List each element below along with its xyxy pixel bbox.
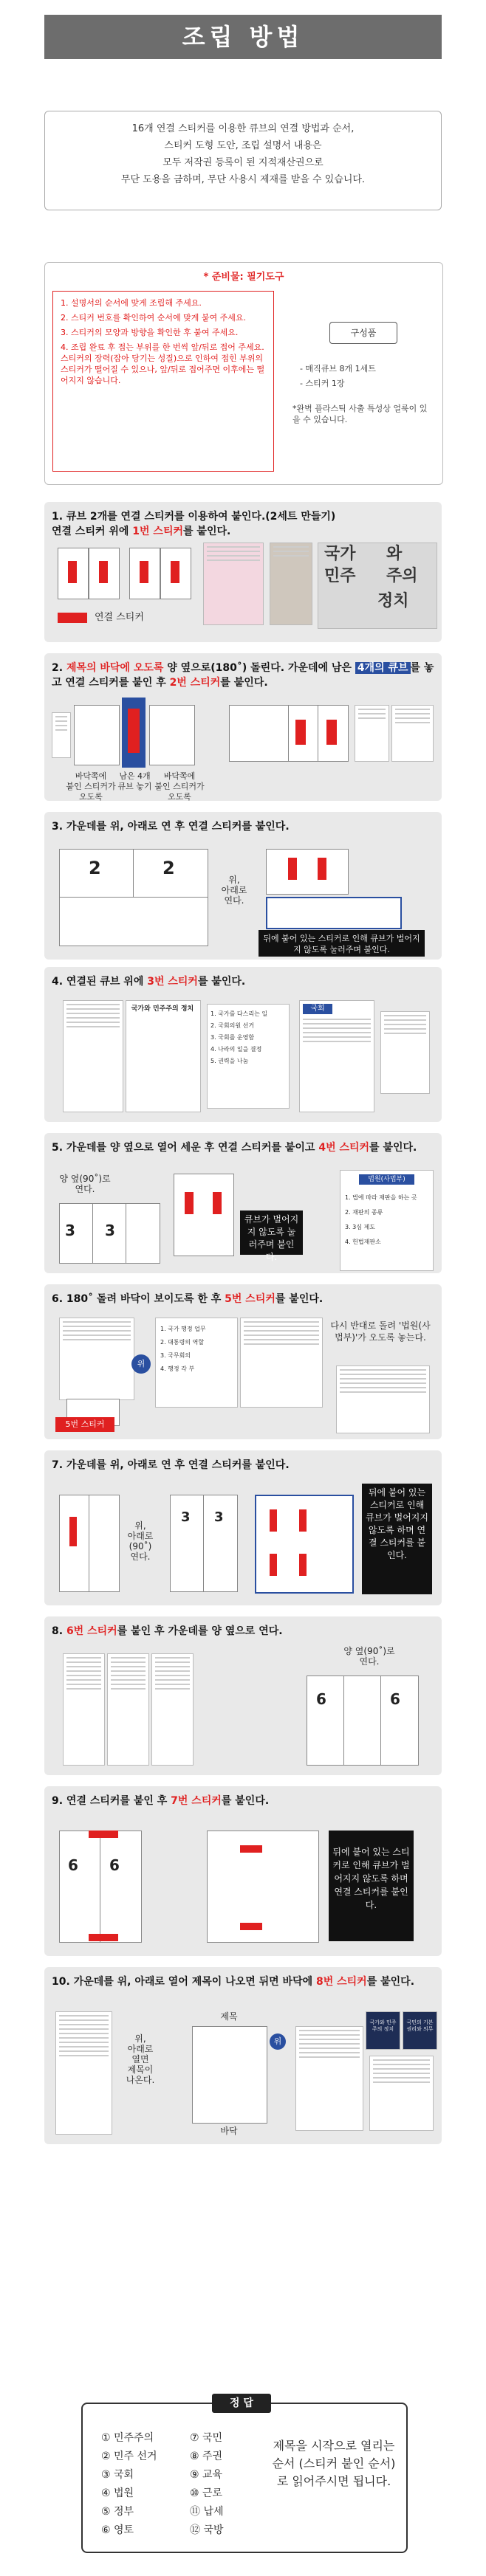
step-text: 를 붙인다. xyxy=(220,677,268,689)
step-5 xyxy=(44,1133,442,1273)
step-title xyxy=(52,974,434,989)
cover-word: 민주 xyxy=(324,567,356,585)
components-title: 구성품 xyxy=(329,322,397,344)
photo-card xyxy=(391,705,434,762)
sticker-number: 6 xyxy=(109,1856,120,1874)
answer-item: ⑫ 국방 xyxy=(190,2524,224,2536)
step-note: 뒤에 붙어 있는 스티커로 인해 큐브가 벌어지지 않도록 하며 연결 스티커를 붙인다. xyxy=(362,1484,432,1594)
cube-set xyxy=(74,705,120,765)
step-note: 남은 4개 큐브 놓기 xyxy=(117,771,152,791)
info-card xyxy=(151,1653,194,1766)
step-2 xyxy=(44,653,442,801)
up-indicator: 위 xyxy=(270,2033,286,2050)
card-line: 5. 권력을 나눔 xyxy=(211,1058,249,1064)
info-card xyxy=(340,1170,434,1271)
step-note: 뒤에 붙어 있는 스티커로 인해 큐브가 벌어지지 않도록 하며 연결 스티커를 붙인다. xyxy=(329,1831,414,1941)
step-title xyxy=(52,1794,434,1808)
step-text: 6. 180˚ 돌려 바닥이 보이도록 한 후 xyxy=(52,1293,225,1305)
connector-sticker xyxy=(171,561,179,583)
step-4 xyxy=(44,967,442,1122)
answer-box xyxy=(81,2397,408,2553)
answer-item: ② 민주 선거 xyxy=(101,2451,157,2462)
cube xyxy=(59,1831,101,1943)
card-line: 1. 국가를 다스리는 일 xyxy=(211,1010,268,1017)
preparation-box xyxy=(44,262,443,485)
sticker-number: 5번 스티커 xyxy=(225,1293,275,1305)
photo-card xyxy=(59,1318,134,1400)
arrow-label: 위, 아래로 열면 제목이 나온다. xyxy=(126,2033,155,2085)
step-9 xyxy=(44,1786,442,1956)
step-title xyxy=(52,1292,434,1306)
info-card xyxy=(240,1318,323,1408)
sticker-number: 6 xyxy=(316,1690,326,1708)
step-title-line: 1. 큐브 2개를 연결 스티커를 이용하여 붙인다.(2세트 만들기) xyxy=(52,511,336,523)
step-note: 바닥쪽에 붙인 스티커가 오도록 xyxy=(154,771,205,802)
sticker-number: 3 xyxy=(214,1509,224,1525)
cube-set xyxy=(266,897,402,929)
rule-item: 3. 스티커의 모양과 방향을 확인한 후 붙여 주세요. xyxy=(61,328,239,337)
step-title: 2. 제목의 바닥에 오도록 양 옆으로(180˚) 돌린다. 가운데에 남은 4개의 큐브 를 놓고 연결 스티커를 붙인 후 2번 스티커를 붙인다. xyxy=(52,662,434,689)
answer-item: ⑦ 국민 xyxy=(190,2432,223,2444)
answer-item: ⑧ 주권 xyxy=(190,2451,223,2462)
info-card xyxy=(207,1004,290,1109)
info-card xyxy=(155,1318,238,1408)
info-card xyxy=(126,1000,201,1112)
step-text: 를 붙인 후 가운데를 양 옆으로 연다. xyxy=(117,1625,283,1637)
connector-sticker xyxy=(299,1554,307,1576)
connector-sticker xyxy=(128,709,140,753)
card-line: 4. 헌법재판소 xyxy=(345,1239,381,1245)
info-card xyxy=(299,1000,374,1112)
sticker-number: 3 xyxy=(181,1509,191,1525)
components-note: *완벽 플라스틱 사출 특성상 얼룩이 있을 수 있습니다. xyxy=(292,404,428,424)
cube-set xyxy=(149,705,195,765)
rule-item: 4. 조립 완료 후 접는 부위를 한 번씩 앞/뒤로 접어 주세요. 스티커의 장력(잡아 당기는 성질)으로 인하여 접힌 부위의 스티커가 떨어질 수 있으나, 앞/뒤로 접어주면 이후에는 떨어지지 않습니다. xyxy=(61,342,265,385)
sticker-number: 1번 스티커 xyxy=(132,526,184,537)
mini-card xyxy=(403,2011,437,2050)
step-text: 를 붙인다. xyxy=(366,1976,415,1988)
card-line: 2. 국회의원 선거 xyxy=(211,1022,255,1029)
step-text: 를 붙인다. xyxy=(183,526,231,537)
connector-sticker xyxy=(240,1923,262,1930)
step-text: 를 붙인다. xyxy=(369,1142,417,1154)
mini-card xyxy=(366,2011,400,2050)
step-title xyxy=(52,1140,434,1155)
step-1 xyxy=(44,502,442,642)
answer-item: ④ 법원 xyxy=(101,2487,134,2499)
rule-item: 2. 스티커 번호를 확인하여 순서에 맞게 붙여 주세요. xyxy=(61,313,246,323)
cube-set xyxy=(229,705,290,762)
connector-sticker xyxy=(299,1509,307,1532)
step-8 xyxy=(44,1616,442,1775)
step-7 xyxy=(44,1450,442,1605)
sticker-number: 8번 스티커 xyxy=(316,1976,367,1988)
cube xyxy=(343,1676,382,1766)
cube xyxy=(307,1676,345,1766)
sticker-number: 3번 스티커 xyxy=(147,976,198,988)
answer-item: ③ 국회 xyxy=(101,2469,134,2481)
step-text: 를 붙인다. xyxy=(275,1293,324,1305)
card-line: 3. 국무회의 xyxy=(160,1352,191,1359)
card-line: 1. 법에 따라 재판을 하는 곳 xyxy=(345,1194,417,1201)
notice-line: 16개 연결 스티커를 이용한 큐브의 연결 방법과 순서, xyxy=(131,123,355,134)
card-line: 3. 3심 제도 xyxy=(345,1224,375,1230)
cube xyxy=(100,1831,142,1943)
sticker-number: 6 xyxy=(390,1690,400,1708)
notice-line: 모두 저작권 등록이 된 지적재산권으로 xyxy=(162,157,324,168)
photo-card xyxy=(203,543,264,625)
photo-card xyxy=(355,705,389,762)
cube-set xyxy=(174,1174,234,1256)
cube-set xyxy=(207,1831,319,1943)
sticker-number: 3 xyxy=(105,1222,115,1239)
answer-note: 제목을 시작으로 열리는 순서 (스티커 붙인 순서)로 읽어주시면 됩니다. xyxy=(272,2439,396,2488)
cube-set xyxy=(192,2026,267,2124)
cube-set xyxy=(266,849,349,895)
sticker-number: 2 xyxy=(89,858,101,878)
step-text: 를 놓고 연결 스티커를 붙인 후 xyxy=(52,662,434,689)
copyright-notice xyxy=(44,111,442,210)
rules-list xyxy=(52,291,274,472)
answer-item: ⑤ 정부 xyxy=(101,2506,134,2518)
connector-sticker xyxy=(99,561,108,583)
arrow-label: 위, 아래로 (90˚) 연다. xyxy=(127,1521,154,1562)
connector-sticker xyxy=(213,1192,222,1214)
sticker-number: 6번 스티커 xyxy=(66,1625,117,1637)
step-note: 뒤에 붙어 있는 스티커로 인해 큐브가 벌어지지 않도록 눌러주며 붙인다. xyxy=(259,930,425,957)
step-title xyxy=(52,1624,434,1639)
connector-sticker xyxy=(270,1509,277,1532)
connector-sticker xyxy=(69,1517,77,1546)
connector-sticker xyxy=(89,1934,118,1941)
step-highlight: 제목의 바닥에 오도록 xyxy=(66,662,164,674)
sticker-number: 2 xyxy=(162,858,175,878)
step-text: 5. 가운데를 양 옆으로 열어 세운 후 연결 스티커를 붙이고 xyxy=(52,1142,319,1154)
cover-word: 국가 xyxy=(324,545,356,563)
photo-card xyxy=(63,1000,123,1112)
card-line: 3. 국회를 운영함 xyxy=(211,1034,255,1041)
sticker-badge: 5번 스티커 xyxy=(65,1419,105,1429)
photo-card xyxy=(270,543,312,625)
card-title: 법원(사법부) xyxy=(359,1174,414,1185)
notice-line: 스티커 도형 도안, 조립 설명서 내용은 xyxy=(164,140,322,151)
step-title xyxy=(52,509,434,539)
arrow-label: 양 옆(90˚)로 연다. xyxy=(59,1174,111,1194)
step-subtitle xyxy=(52,524,434,539)
info-card xyxy=(107,1653,149,1766)
card-title: 국가와 민주주의 정치 xyxy=(131,1005,194,1013)
step-title: 7. 가운데를 위, 아래로 연 후 연결 스티커를 붙인다. xyxy=(52,1459,290,1471)
answer-item: ① 민주주의 xyxy=(101,2432,154,2444)
step-title: 3. 가운데를 위, 아래로 연 후 연결 스티커를 붙인다. xyxy=(52,821,290,833)
step-10 xyxy=(44,1967,442,2144)
side-card xyxy=(52,712,71,758)
connector-sticker xyxy=(89,1831,118,1838)
sticker-number: 6 xyxy=(68,1856,78,1874)
step-text: 9. 연결 스티커를 붙인 후 xyxy=(52,1795,171,1807)
card-label: 국회 xyxy=(303,1004,332,1014)
step-text: 10. 가운데를 위, 아래로 열어 제목이 나오면 뒤면 바닥에 xyxy=(52,1976,316,1988)
step-3 xyxy=(44,812,442,960)
card-line: 1. 국가 행정 업무 xyxy=(160,1326,206,1332)
sticker-number: 4번 스티커 xyxy=(318,1142,370,1154)
cube xyxy=(89,1495,120,1592)
notice-line: 무단 도용을 금하며, 무단 사용시 제재를 받을 수 있습니다. xyxy=(120,174,366,185)
cover-word: 와 xyxy=(386,545,403,563)
sticker-number: 7번 스티커 xyxy=(171,1795,222,1807)
cube-set xyxy=(59,897,208,946)
cube xyxy=(126,1203,160,1264)
step-title xyxy=(52,1974,434,1989)
sticker-number: 2번 스티커 xyxy=(169,677,221,689)
step-note: 큐브가 벌어지지 않도록 눌러주며 붙인다. xyxy=(240,1210,303,1255)
info-card xyxy=(380,1011,430,1094)
arrow-label: 위, 아래로 연다. xyxy=(221,875,247,906)
connector-sticker xyxy=(140,561,148,583)
up-indicator: 위 xyxy=(131,1354,151,1374)
answer-item: ⑪ 납세 xyxy=(190,2506,224,2518)
step-text: 4. 연결된 큐브 위에 xyxy=(52,976,148,988)
step-text: 8. xyxy=(52,1625,66,1637)
sticker-number: 3 xyxy=(65,1222,75,1239)
connector-sticker xyxy=(68,561,77,583)
info-card xyxy=(55,2011,112,2135)
mini-card-label: 국민의 기본 권리와 의무 xyxy=(406,2019,434,2032)
cube xyxy=(380,1676,419,1766)
step-text: 를 붙인다. xyxy=(197,976,246,988)
step-text: 양 옆으로(180˚) 돌린다. 가운데에 남은 xyxy=(163,662,355,674)
card-line: 2. 재판의 종류 xyxy=(345,1209,383,1216)
component-item: - 매직큐브 8개 1세트 xyxy=(300,364,376,373)
connector-sticker xyxy=(270,1554,277,1576)
connector-sticker xyxy=(288,858,297,880)
card-line: 4. 행정 각 부 xyxy=(160,1366,195,1372)
arrow-label: 양 옆(90˚)로 연다. xyxy=(343,1646,395,1667)
step-text: 를 붙인다. xyxy=(221,1795,270,1807)
connector-sticker xyxy=(318,858,326,880)
cover-word: 정치 xyxy=(377,592,409,610)
legend-swatch xyxy=(58,613,87,623)
bottom-label: 바닥 xyxy=(220,2126,238,2136)
rule-item: 1. 설명서의 순서에 맞게 조립해 주세요. xyxy=(61,298,202,308)
answer-item: ⑨ 교육 xyxy=(190,2469,223,2481)
top-label: 제목 xyxy=(220,2011,238,2022)
info-card xyxy=(336,1366,430,1433)
preparation-title: * 준비물: 필기도구 xyxy=(203,272,284,283)
answer-item: ⑩ 근로 xyxy=(190,2487,223,2499)
page-title: 조립 방법 xyxy=(44,15,442,59)
step-note: 다시 반대로 돌려 '법원(사법부)'가 오도록 놓는다. xyxy=(330,1320,431,1343)
info-card xyxy=(295,2026,363,2131)
highlight-badge: 4개의 큐브 xyxy=(355,662,411,674)
legend-label: 연결 스티커 xyxy=(95,612,144,623)
mini-card-label: 국가와 민주주의 정치 xyxy=(369,2019,397,2032)
step-text: 연결 스티커 위에 xyxy=(52,526,133,537)
connector-sticker xyxy=(326,720,337,745)
card-line: 2. 대통령의 역할 xyxy=(160,1339,205,1346)
book-cover xyxy=(318,543,437,629)
info-card xyxy=(63,1653,105,1766)
info-card xyxy=(369,2056,434,2131)
component-item: - 스티커 1장 xyxy=(300,379,345,388)
connector-sticker xyxy=(185,1192,194,1214)
answer-item: ⑥ 영토 xyxy=(101,2524,134,2536)
card-line: 4. 나라의 일을 결정 xyxy=(211,1046,262,1053)
step-note: 바닥쪽에 붙인 스티커가 오도록 xyxy=(66,771,116,802)
answer-title: 정 답 xyxy=(212,2394,271,2413)
connector-sticker xyxy=(295,720,306,745)
step-6 xyxy=(44,1284,442,1439)
connector-sticker xyxy=(240,1845,262,1853)
cover-word: 주의 xyxy=(386,567,418,585)
